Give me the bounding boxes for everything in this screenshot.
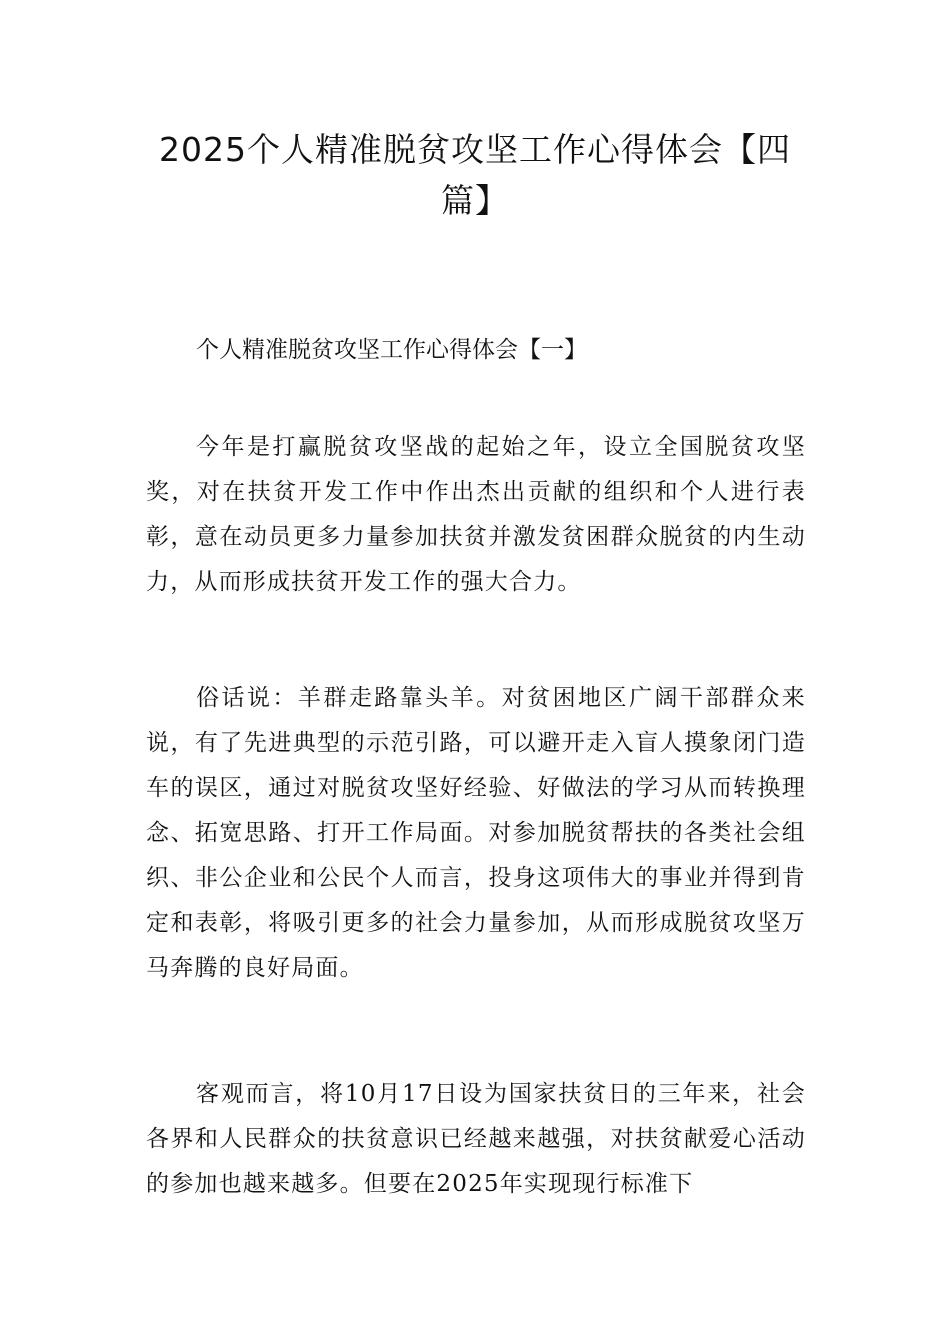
section-heading: 个人精准脱贫攻坚工作心得体会【一】 xyxy=(196,337,587,363)
paragraph-3: 客观而言，将10月17日设为国家扶贫日的三年来，社会各界和人民群众的扶贫意识已经越来越强，对扶贫献爱心活动的参加也越来越多。但要在2025年实现现行标准下 xyxy=(146,1081,806,1197)
paragraph-1: 今年是打赢脱贫攻坚战的起始之年，设立全国脱贫攻坚奖，对在扶贫开发工作中作出杰出贡献的组织和个人进行表彰，意在动员更多力量参加扶贫并激发贫困群众脱贫的内生动力，从而形成扶贫开发工作的强大合力。 xyxy=(146,434,806,595)
document-title: 2025个人精准脱贫攻坚工作心得体会【四篇】 xyxy=(159,130,791,220)
paragraph-2: 俗话说：羊群走路靠头羊。对贫困地区广阔干部群众来说，有了先进典型的示范引路，可以避开走入盲人摸象闭门造车的误区，通过对脱贫攻坚好经验、好做法的学习从而转换理念、拓宽思路、打开工作局面。对参加脱贫帮扶的各类社会组织、非公企业和公民个人而言，投身这项伟大的事业并得到肯定和表彰，将吸引更多的社会力量参加，从而形成脱贫攻坚万马奔腾的良好局面。 xyxy=(146,685,806,981)
